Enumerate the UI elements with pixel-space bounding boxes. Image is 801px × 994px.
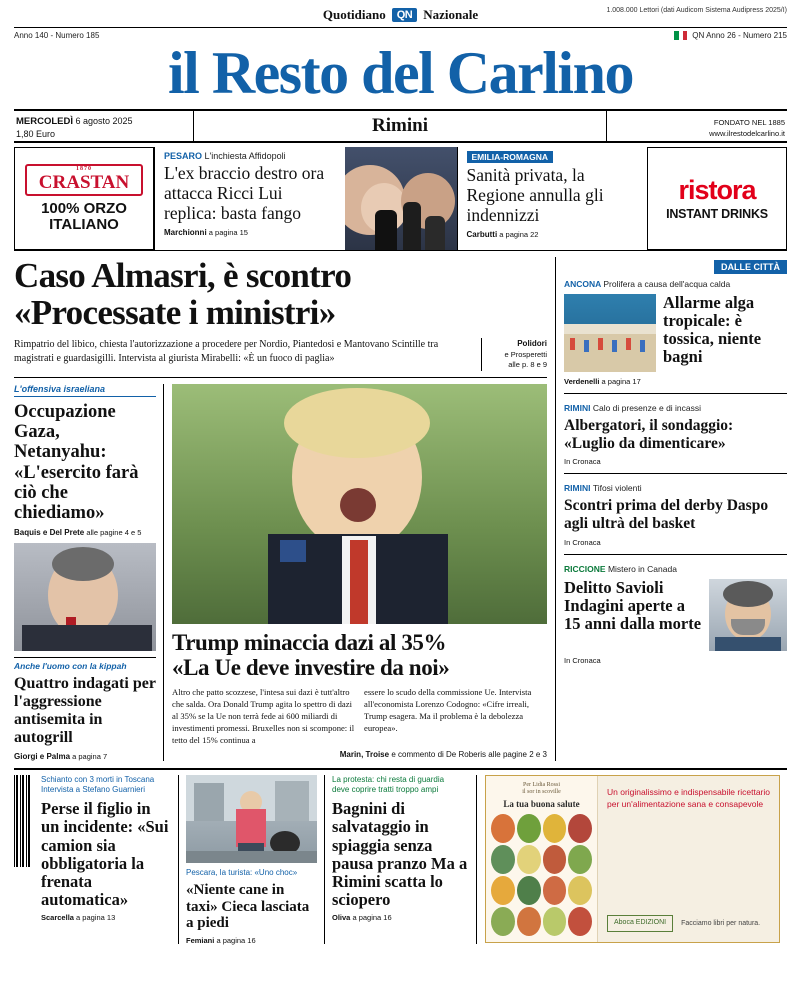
dateline-price: 1,80 Euro [16, 129, 56, 140]
bottom-item-pescara[interactable] [179, 775, 325, 944]
rimini-albergatori-kicker [564, 403, 787, 413]
kippah-kicker: Anche l'uomo con la kippah [14, 657, 156, 671]
ancona-page: a pagina 17 [601, 377, 641, 386]
riccione-kicker [564, 564, 787, 574]
lead-credit-author: Polidori [517, 339, 547, 349]
dalle-citta-header [564, 257, 787, 275]
riccione-photo [709, 579, 787, 651]
rimini-albergatori-place: RIMINI [564, 403, 591, 413]
toscana-headline: Perse il figlio in un incidente: «Sui camion sia obbligatoria la frenata automatica» [41, 799, 169, 909]
riccione-item[interactable] [564, 554, 787, 665]
promo-er-kicker [467, 151, 639, 163]
rimini-derby-place: RIMINI [564, 483, 591, 494]
pescara-kicker: Pescara, la turista: «Uno choc» [186, 867, 298, 877]
kippah-page: a pagina 7 [72, 751, 108, 761]
book-ad[interactable] [485, 775, 780, 943]
left-column [14, 257, 555, 761]
trump-body-col1: Altro che patto scozzese, l'intesa sui dazi è tutt'altro che salda. Ora Donald Trump agita lo spettro di dazi al 35% se la Ue non terrà fede ai 600 miliardi di investimenti promessi. Bruxelles non si scompone: il tetto del 15% continua a [172, 687, 355, 746]
promo-pesaro[interactable] [154, 147, 345, 250]
promo-pesaro-sub: L'inchiesta Affidopoli [204, 151, 286, 161]
book-cover [486, 776, 598, 942]
toscana-byline [41, 913, 171, 922]
ad-ristora[interactable] [647, 147, 787, 250]
bagnini-kicker-line2: deve coprire tratti troppo ampi [332, 785, 439, 795]
trump-body-col2: essere lo scudo della commissione Ue. Intervista all'economista Lorenzo Codogno: «Cifre irreali, Trump esagera. Ma il problema è la debolezza europea». [364, 687, 532, 734]
netanyahu-photo [14, 543, 156, 651]
bagnini-kicker-line1: La protesta: chi resta di guardia [332, 774, 445, 784]
ancona-place: ANCONA [564, 279, 601, 289]
lead-credit-author2: e Prosperetti [504, 349, 547, 359]
israele-headline: Occupazione Gaza, Netanyahu: «L'esercito farà ciò che chiediamo» [14, 401, 139, 524]
pescara-byline [186, 936, 317, 945]
main-content [14, 257, 787, 761]
riccione-headline: Delitto Savioli Indagini aperte a 15 anni dalla morte [564, 577, 702, 633]
founded-label: FONDATO NEL 1885 [713, 118, 785, 127]
toscana-kicker [41, 775, 171, 797]
issue-meta-right [674, 31, 787, 40]
rimini-albergatori-sub: Calo di presenze e di incassi [592, 403, 702, 413]
lead-headline[interactable] [14, 257, 547, 331]
barcode-bars [14, 775, 32, 867]
ancona-author: Verdenelli [564, 377, 600, 386]
crastan-line2: ITALIANO [49, 216, 119, 234]
pescara-author: Femiani [186, 935, 215, 945]
trump-credit-extra: e commento di De Roberis [391, 750, 487, 760]
promo-er-page: a pagina 22 [499, 229, 539, 239]
trump-body [172, 686, 547, 746]
bagnini-byline [332, 913, 469, 922]
riccione-sub: Mistero in Canada [607, 563, 677, 574]
bagnini-author: Oliva [332, 913, 351, 923]
book-ad-footer [607, 915, 770, 931]
promo-band [14, 147, 787, 251]
riccione-row [564, 579, 787, 651]
book-cover-top2: il sor in scoville [522, 789, 561, 796]
rimini-albergatori-headline: Albergatori, il sondaggio: «Luglio da dimenticare» [564, 417, 734, 452]
promo-pesaro-headline: L'ex braccio destro ora attacca Ricci Lui replica: basta fango [164, 163, 325, 223]
book-cover-illustration [491, 814, 592, 936]
qn-logo [323, 7, 478, 23]
ancona-byline [564, 377, 787, 386]
lead-standfirst [14, 338, 547, 378]
bottom-ad-book[interactable] [477, 775, 787, 944]
book-ad-text: Un originalissimo e indispensabile ricettario per un'alimentazione sana e consapevole [607, 786, 770, 810]
toscana-kicker-line2: Intervista a Stefano Guarnieri [41, 785, 146, 795]
issue-number-left: Anno 140 - Numero 185 [14, 31, 100, 40]
lead-headline-line1: Caso Almasri, è scontro [14, 256, 352, 295]
israele-kicker: L'offensiva israeliana [14, 384, 156, 397]
qn-brand-left: Quotidiano [322, 7, 386, 22]
trump-photo [172, 384, 547, 624]
promo-emilia-romagna[interactable] [457, 147, 648, 250]
promo-er-tag: EMILIA-ROMAGNA [467, 151, 554, 163]
issue-number-right: QN Anno 26 - Numero 215 [692, 31, 787, 40]
rimini-derby-item[interactable] [564, 473, 787, 546]
crastan-since: 1870 [76, 166, 92, 172]
trump-headline-line1: Trump minaccia dazi al 35% [172, 629, 447, 655]
promo-pesaro-author: Marchionni [164, 227, 207, 237]
promo-er-headline: Sanità privata, la Regione annulla gli indennizzi [466, 165, 604, 225]
book-ad-text-side [598, 776, 779, 942]
bottom-item-bagnini[interactable] [325, 775, 477, 944]
israele-page: alle pagine 4 e 5 [86, 527, 142, 537]
website-url[interactable]: www.ilrestodelcarlino.it [709, 129, 785, 139]
bagnini-headline: Bagnini di salvataggio in spiaggia senza pausa pranzo Ma a Rimini scatta lo sciopero [332, 799, 468, 909]
promo-er-byline [467, 230, 639, 239]
toscana-kicker-line1: Schianto con 3 morti in Toscana [41, 774, 155, 784]
trump-credit [172, 750, 547, 759]
book-cover-title: La tua buona salute [503, 799, 580, 810]
book-cover-top: Per Lidia Rossi [523, 781, 560, 788]
lead-credit [481, 338, 547, 371]
ancona-sub: Prolifera a causa dell'acqua calda [603, 279, 731, 289]
kippah-byline [14, 752, 156, 761]
kippah-headline: Quattro indagati per l'aggressione antisemita in autogrill [14, 674, 156, 747]
rimini-derby-sub: Tifosi violenti [592, 483, 642, 494]
israele-authors: Baquis e Del Prete [14, 527, 85, 537]
promo-pesaro-place: PESARO [164, 151, 203, 161]
toscana-page: a pagina 13 [76, 913, 116, 923]
riccione-footer: In Cronaca [564, 655, 601, 665]
rimini-derby-headline: Scontri prima del derby Daspo agli ultrà del basket [564, 497, 769, 532]
issue-meta-row [14, 27, 787, 40]
israele-byline [14, 528, 156, 537]
crastan-line1: 100% ORZO [41, 200, 127, 218]
italy-flag-icon [674, 31, 687, 40]
crastan-logo [25, 164, 143, 196]
riccione-place: RICCIONE [564, 563, 606, 574]
dateline-date-value: 6 agosto 2025 [75, 116, 133, 126]
bottom-item-toscana[interactable] [34, 775, 179, 944]
promo-pesaro-byline [164, 228, 336, 237]
dalle-citta-tag: DALLE CITTÀ [714, 260, 787, 274]
kippah-authors: Giorgi e Palma [14, 751, 71, 761]
rimini-derby-footer: In Cronaca [564, 537, 601, 547]
edition-name: Rimini [194, 111, 607, 141]
qn-badge: QN [392, 8, 418, 22]
ancona-item[interactable] [564, 294, 787, 372]
crastan-tagline [41, 201, 127, 233]
lead-standfirst-text: Rimpatrio del libico, chiesta l'autorizzazione a procedere per Nordio, Piantedosi e Mantovano Scintille tra magistrati e guardasigilli. Intervista al giurista Mirabelli: «È un fuoco di paglia» [14, 339, 439, 364]
lead-credit-page: alle p. 8 e 9 [508, 360, 547, 370]
rimini-albergatori-footer: In Cronaca [564, 457, 601, 467]
qn-top-strip [14, 6, 787, 24]
article-israele[interactable] [14, 384, 164, 761]
ancona-photo [564, 294, 656, 372]
rimini-albergatori-item[interactable] [564, 393, 787, 466]
readers-count: 1.008.000 Lettori (dati Audicom Sistema Audipress 2025/I) [606, 7, 787, 14]
ancona-kicker [564, 279, 787, 289]
lead-lower-row [14, 384, 547, 761]
trump-headline [172, 630, 547, 681]
toscana-author: Scarcella [41, 913, 74, 923]
trump-credit-page: alle pagine 2 e 3 [488, 750, 547, 760]
trump-headline-line2: «La Ue deve investire da noi» [172, 654, 450, 680]
article-trump[interactable] [164, 384, 547, 761]
aboca-logo: Aboca EDIZIONI [607, 915, 673, 931]
promo-pesaro-page: a pagina 15 [208, 227, 248, 237]
bagnini-page: a pagina 16 [352, 913, 392, 923]
right-column [555, 257, 787, 761]
dateline-bar [14, 109, 787, 143]
ad-crastan[interactable] [14, 147, 154, 250]
aboca-slogan: Facciamo libri per natura. [681, 919, 761, 927]
promo-er-author: Carbutti [466, 229, 498, 239]
promo-photo-microphones [345, 147, 457, 250]
pescara-page: a pagina 16 [216, 935, 256, 945]
ancona-headline: Allarme alga tropicale: è tossica, niente bagni [663, 293, 762, 367]
dateline-date [14, 111, 194, 141]
dateline-day: MERCOLEDÌ [16, 116, 73, 127]
pescara-headline: «Niente cane in taxi» Cieca lasciata a piedi [186, 882, 310, 932]
ristora-tagline: INSTANT DRINKS [666, 206, 768, 221]
lead-headline-line2: «Processate i ministri» [14, 293, 336, 333]
bagnini-kicker [332, 775, 469, 797]
bottom-strip [14, 768, 787, 944]
trump-credit-authors: Marin, Troise [339, 750, 390, 760]
pescara-photo [186, 775, 317, 863]
newspaper-title: il Resto del Carlino [168, 40, 633, 106]
barcode [14, 775, 34, 944]
ristora-logo: ristora [678, 174, 756, 205]
qn-brand-right: Nazionale [423, 7, 479, 22]
dateline-info [607, 111, 787, 141]
rimini-derby-kicker [564, 483, 787, 493]
masthead [14, 40, 787, 107]
crastan-name: CRASTAN [38, 171, 130, 193]
promo-pesaro-kicker [164, 151, 336, 161]
